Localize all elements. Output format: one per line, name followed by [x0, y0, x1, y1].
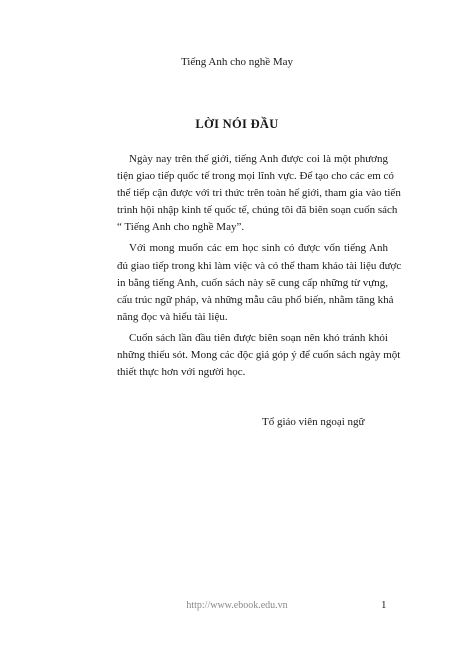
paragraph-line: Cuốn sách lần đầu tiên được biên soạn nên khó tránh khỏi — [129, 331, 388, 344]
paragraph-closing — [117, 330, 401, 381]
paragraph-purpose — [117, 240, 402, 325]
paragraph-line: đủ giao tiếp trong khi làm việc và có thể tham khảo tài liệu được — [117, 259, 402, 272]
running-header-title: Tiếng Anh cho nghề May — [180, 56, 294, 68]
paragraph-line: tiện giao tiếp quốc tế trong mọi lĩnh vực. Để tạo cho các em có — [117, 170, 394, 183]
author-signature: Tổ giáo viên ngoại ngữ — [262, 416, 365, 428]
document-body — [117, 151, 402, 381]
paragraph-line: in bằng tiếng Anh, cuốn sách này sẽ cung cấp những từ vựng, — [117, 276, 388, 289]
paragraph-line: cấu trúc ngữ pháp, và những mẫu câu phổ biến, nhằm tăng khả — [117, 293, 394, 306]
footer-url-link[interactable]: http://www.ebook.edu.vn — [186, 600, 288, 611]
paragraph-introduction — [117, 151, 401, 236]
paragraph-line: trình hội nhập kinh tế quốc tế, chúng tôi đã biên soạn cuốn sách — [117, 204, 398, 217]
paragraph-line: năng đọc và hiểu tài liệu. — [117, 310, 228, 323]
paragraph-line: thể tiếp cận được với tri thức trên toàn hế giới, tham gia vào tiến — [117, 187, 401, 200]
paragraph-line: Ngày nay trên thế giới, tiếng Anh được coi là một phương — [129, 153, 388, 165]
paragraph-line: thiết thực hơn với người học. — [117, 366, 246, 379]
page-number: 1 — [381, 599, 387, 611]
paragraph-line: “ Tiếng Anh cho nghề May”. — [117, 221, 245, 234]
paragraph-line: Với mong muốn các em học sinh có được vốn tiếng Anh — [129, 242, 388, 255]
document-heading: LỜI NÓI ĐẦU — [195, 117, 279, 131]
paragraph-line: những thiếu sót. Mong các độc giả góp ý để cuốn sách ngày một — [117, 349, 401, 362]
